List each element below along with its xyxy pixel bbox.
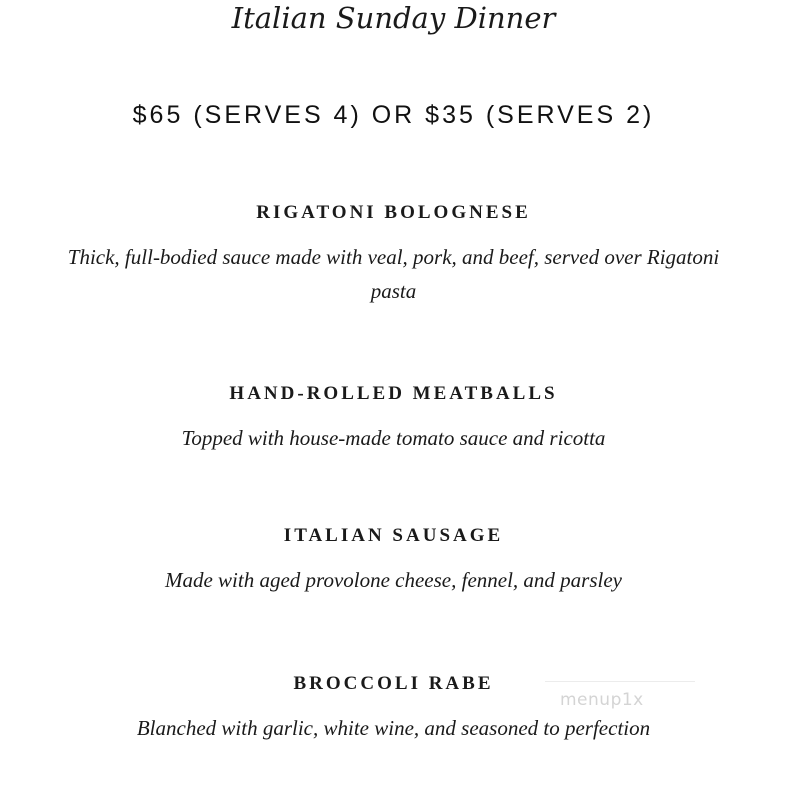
menu-item <box>0 381 787 455</box>
menu-item-description: Blanched with garlic, white wine, and seasoned to perfection <box>136 716 651 740</box>
menu-item <box>0 200 787 308</box>
watermark-divider <box>545 681 695 682</box>
menu-item-description: Topped with house-made tomato sauce and ricotta <box>181 426 606 450</box>
menu-item-description: Made with aged provolone cheese, fennel, and parsley <box>164 568 623 592</box>
menu-item-name: ITALIAN SAUSAGE <box>283 525 504 546</box>
menu-price: $65 (SERVES 4) OR $35 (SERVES 2) <box>132 101 655 129</box>
watermark-logo: menup1x <box>560 690 644 710</box>
menu-item-name: RIGATONI BOLOGNESE <box>256 202 531 223</box>
menu-title: Italian Sunday Dinner <box>231 1 556 35</box>
menu-item-name: HAND-ROLLED MEATBALLS <box>229 383 558 404</box>
menu-item <box>0 523 787 597</box>
menu-item-name: BROCCOLI RABE <box>293 673 494 694</box>
menu-item-description: Thick, full-bodied sauce made with veal, pork, and beef, served over Rigatoni pasta <box>67 245 720 303</box>
menu-item <box>0 671 787 745</box>
